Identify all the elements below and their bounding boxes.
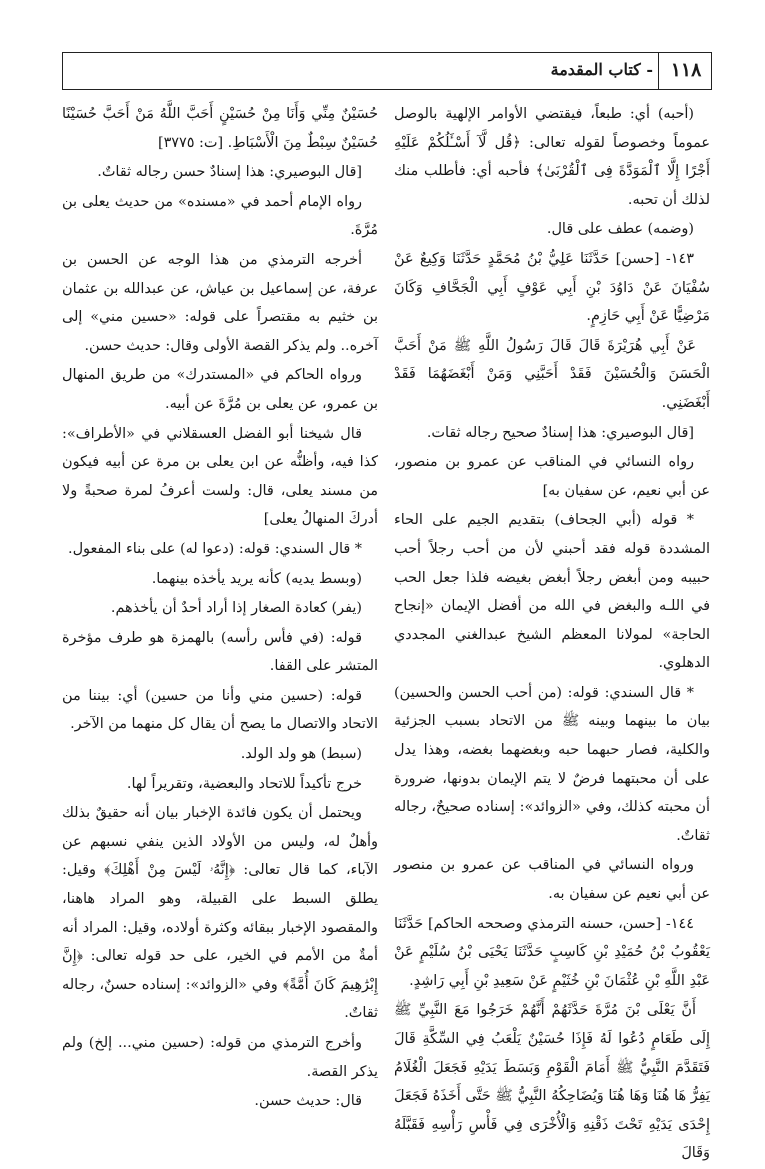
sindi-note: خرج تأكيداً للاتحاد والبعضية، وتقريراً لها. <box>126 775 362 792</box>
sindi-note: (يفر) كعادة الصغار إذا أراد أحدٌ أن يأخذهم. <box>110 600 362 617</box>
left-column <box>62 100 378 1117</box>
sindi-note: قوله: (في فأس رأسه) بالهمزة هو طرف مؤخرة المتشر على القفا. <box>62 629 378 675</box>
right-column <box>394 100 710 1169</box>
busiri-note: رواه النسائي في المناقب عن عمرو بن منصور، عن أبي نعيم، عن سفيان به] <box>394 454 710 499</box>
sindi-note: (سبط) هو ولد الولد. <box>240 746 362 763</box>
hadith-144-isnad: ١٤٤- [حسن، حسنه الترمذي وصححه الحاكم] حَدَّثَنَا يَعْقُوبُ بْنُ حُمَيْدِ بْنِ كَاسِبٍ حَدَّثَنَا يَحْيَى بْنُ سُلَيْمٍ عَنْ عَبْدِ اللَّهِ بْنِ عُثْمَانَ بْنِ خُثَيْمٍ عَنْ سَعِيدِ بْنِ أَبِي رَاشِدٍ. <box>394 915 710 989</box>
busiri-note: [قال البوصيري: هذا إسنادٌ صحيح رجاله ثقات. <box>426 424 694 441</box>
commentary-paragraph: أخرجه الترمذي من هذا الوجه عن الحسن بن عرفة، عن إسماعيل بن عياش، عن عبدالله بن عثمان بن خثيم به مقتصراً على قوله: «حسين مني» إلى آخره.. ولم يذكر القصة الأولى وقال: حديث حسن. <box>62 251 378 354</box>
page-number: ١١٨ <box>670 59 702 81</box>
sindi-note: * قال السندي: قوله: (دعوا له) على بناء المفعول. <box>68 540 362 557</box>
header-divider <box>658 52 659 90</box>
hadith-144-matn: أَنَّ يَعْلَى بْنَ مُرَّةَ حَدَّثَهُمْ أَنَّهُمْ خَرَجُوا مَعَ النَّبِيِّ ﷺ إِلَى طَعَامٍ دُعُوا لَهُ فَإِذَا حُسَيْنٌ يَلْعَبُ فِي السِّكَّةِ قَالَ فَتَقَدَّمَ النَّبِيُّ ﷺ أَمَامَ الْقَوْمِ وَبَسَطَ يَدَيْهِ فَجَعَلَ الْغُلَامُ يَفِرُّ هَا هُنَا وَهَا هُنَا وَيُضَاحِكُهُ النَّبِيُّ ﷺ حَتَّى أَخَذَهُ فَجَعَلَ إِحْدَى يَدَيْهِ تَحْتَ ذَقْنِهِ وَالْأُخْرَى فِي فَأْسِ رَأْسِهِ فَقَبَّلَهُ وَقَالَ <box>394 1002 710 1162</box>
commentary-paragraph: * قال السندي: قوله: (من أحب الحسن والحسين) بيان ما بينهما وبينه ﷺ من الاتحاد بسبب الجزئية والكلية، فصار حبهما حبه وبغضهما بغضه، وهذا يدل على أن محبتهما فرضٌ لا يتم الإيمان بدونها، ضرورة أن محبته كذلك، وفي «الزوائد»: إسناده صحيحٌ، رجاله ثقاتٌ. <box>394 684 710 844</box>
commentary-paragraph: ورواه النسائي في المناقب عن عمرو بن منصور عن أبي نعيم عن سفيان به. <box>394 857 710 903</box>
commentary-paragraph: ويحتمل أن يكون فائدة الإخبار بيان أنه حقيقٌ بذلك وأهلٌ له، وليس من الأولاد الذين ينفي نسبهم عن الآباء، كما قال تعالى: ﴿إِنَّهُۥ لَيْسَ مِنْ أَهْلِكَ﴾ وقيل: يطلق السبط على القبيلة، وهو المراد هاهنا، والمقصود الإخبار ببقائه وكثرة أولاده، وقيل: المراد أنه أمةٌ من الأمم في الخير، على حد قوله تعالى: ﴿إِنَّ إِبْرَٰهِيمَ كَانَ أُمَّةً﴾ وفي «الزوائد»: إسناده حسنٌ، رجاله ثقاتٌ. <box>62 805 378 1022</box>
commentary-paragraph: * قوله (أبي الجحاف) بتقديم الجيم على الحاء المشددة قوله فقد أحبني لأن من أحب رجلاً أحب حبيبه ومن أبغض رجلاً أبغض بغيضه فلذا جعل الحب في اللـه والبغض في الله من أفضل الإيمان «إنجاح الحاجة» لمولانا المعظم الشيخ عبدالغني المجددي الدهلوي. <box>394 512 710 672</box>
commentary-paragraph: وأخرج الترمذي من قوله: (حسين مني... إلخ) ولم يذكر القصة. <box>62 1035 378 1080</box>
sindi-note: قوله: (حسين مني وأنا من حسين) أي: بيننا من الاتحاد والاتصال ما يصح أن يقال كل منهما من الآخر. <box>62 687 378 733</box>
commentary-paragraph: (وضمه) عطف على قال. <box>546 221 694 238</box>
hadith-144-matn-continued: حُسَيْنٌ مِنِّي وَأَنَا مِنْ حُسَيْنٍ أَحَبَّ اللَّهُ مَنْ أَحَبَّ حُسَيْنًا حُسَيْنٌ سِبْطٌ مِنَ الْأَسْبَاطِ. [ت: ٣٧٧٥] <box>62 106 378 151</box>
busiri-note: [قال البوصيري: هذا إسنادٌ حسن رجاله ثقاتٌ. <box>97 164 362 181</box>
commentary-paragraph: قال: حديث حسن. <box>254 1093 362 1110</box>
running-title: - كتاب المقدمة <box>550 60 653 79</box>
commentary-paragraph: ورواه الحاكم في «المستدرك» من طريق المنهال بن عمرو، عن يعلى بن مُرَّةَ عن أبيه. <box>62 367 378 412</box>
commentary-paragraph: قال شيخنا أبو الفضل العسقلاني في «الأطراف»: كذا فيه، وأظنُّه عن ابن يعلى بن مرة عن أبيه فيكون من مسند يعلى، قال: ولست أعرفُ لمرة صحبةً ولا أدركَ المنهالُ يعلى] <box>62 425 378 528</box>
hadith-143-matn: عَنْ أَبِي هُرَيْرَةَ قَالَ قَالَ رَسُولُ اللَّهِ ﷺ مَنْ أَحَبَّ الْحَسَنَ وَالْحُسَيْنَ فَقَدْ أَحَبَّنِي وَمَنْ أَبْغَضَهُمَا فَقَدْ أَبْغَضَنِي. <box>394 337 710 411</box>
sindi-note: (وبسط يديه) كأنه يريد يأخذه بينهما. <box>151 570 362 587</box>
hadith-143-isnad: ١٤٣- [حسن] حَدَّثَنَا عَلِيُّ بْنُ مُحَمَّدٍ حَدَّثَنَا وَكِيعٌ عَنْ سُفْيَانَ عَنْ دَاوُدَ بْنِ أَبِي عَوْفٍ أَبِي الْجَحَّافِ وَكَانَ مَرْضِيًّا عَنْ أَبِي حَازِمٍ. <box>394 250 710 325</box>
commentary-paragraph: (أحبه) أي: طبعاً، فيقتضي الأوامر الإلهية بالوصل عموماً وخصوصاً لقوله تعالى: ﴿قُل لَّآ أَسْـَٔلُكُمْ عَلَيْهِ أَجْرًا إِلَّا ٱلْمَوَدَّةَ فِى ٱلْقُرْبَىٰ﴾ فأحبه أي: فأطلب منك لذلك أن تحبه. <box>394 106 710 208</box>
commentary-paragraph: رواه الإمام أحمد في «مسنده» من حديث يعلى بن مُرَّةَ. <box>62 193 378 239</box>
